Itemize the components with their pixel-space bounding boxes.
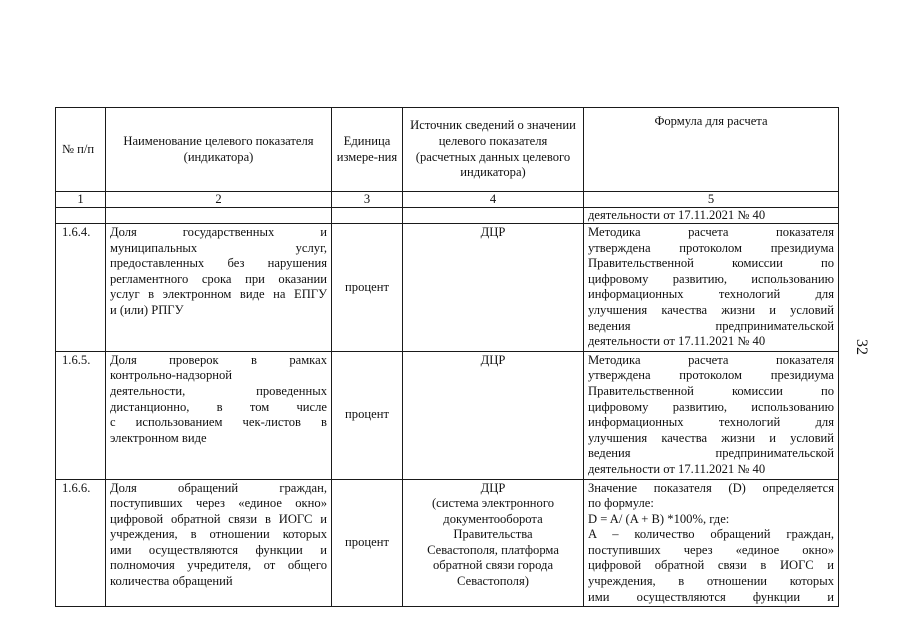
column-number: 4 bbox=[403, 192, 584, 208]
table-row bbox=[56, 224, 839, 352]
row-number: 1.6.4. bbox=[56, 224, 106, 352]
page-number: 32 bbox=[853, 339, 870, 355]
continuation-text: деятельности от 17.11.2021 № 40 bbox=[584, 208, 839, 224]
header-source: Источник сведений о значении целевого показателя (расчетных данных целевого индикатора) bbox=[403, 108, 584, 192]
continuation-row bbox=[56, 208, 839, 224]
unit-cell: процент bbox=[332, 479, 403, 607]
column-number: 2 bbox=[106, 192, 332, 208]
header-unit: Единица измере-ния bbox=[332, 108, 403, 192]
formula-cell: Методика расчета показателя утверждена протоколом президиума Правительственной комиссии по цифровому развитию, использованию информационных технологий для улучшения качества жизни и условий ведения предпринимательской деятельности от 17.11.2021 № 40 bbox=[584, 351, 839, 479]
row-number: 1.6.6. bbox=[56, 479, 106, 607]
formula-cell: Методика расчета показателя утверждена протоколом президиума Правительственной комиссии по цифровому развитию, использованию информационных технологий для улучшения качества жизни и условий ведения предпринимательской деятельности от 17.11.2021 № 40 bbox=[584, 224, 839, 352]
unit-cell: процент bbox=[332, 224, 403, 352]
row-number: 1.6.5. bbox=[56, 351, 106, 479]
table-row bbox=[56, 479, 839, 607]
header-number: № п/п bbox=[56, 108, 106, 192]
table-header-row bbox=[56, 108, 839, 192]
formula-cell: Значение показателя (D) определяется по формуле: D = A/ (A + B) *100%, где: A – количество обращений граждан, поступивших через «единое окно» цифровой обратной связи в ИОГС и учреждения, в отношении которых ими осуществляются функции и bbox=[584, 479, 839, 607]
indicators-table bbox=[55, 107, 839, 607]
header-formula: Формула для расчета bbox=[584, 108, 839, 192]
unit-cell: процент bbox=[332, 351, 403, 479]
table-row bbox=[56, 351, 839, 479]
column-number: 1 bbox=[56, 192, 106, 208]
column-number: 3 bbox=[332, 192, 403, 208]
indicator-name: Доля проверок в рамках контрольно-надзорной деятельности, проведенных дистанционно, в том числе с использованием чек-листов в электронном виде bbox=[106, 351, 332, 479]
indicator-name: Доля обращений граждан, поступивших через «единое окно» цифровой обратной связи в ИОГС и учреждения, в отношении которых ими осуществляются функции и полномочия учредителя, от общего количества обращений bbox=[106, 479, 332, 607]
source-cell: ДЦР (система электронного документооборота Правительства Севастополя, платформа обратной связи города Севастополя) bbox=[403, 479, 584, 607]
column-number: 5 bbox=[584, 192, 839, 208]
indicator-name: Доля государственных и муниципальных услуг, предоставленных без нарушения регламентного срока при оказании услуг в электронном виде на ЕПГУ и (или) РПГУ bbox=[106, 224, 332, 352]
source-cell: ДЦР bbox=[403, 224, 584, 352]
source-cell: ДЦР bbox=[403, 351, 584, 479]
column-number-row bbox=[56, 192, 839, 208]
header-indicator-name: Наименование целевого показателя (индикатора) bbox=[106, 108, 332, 192]
